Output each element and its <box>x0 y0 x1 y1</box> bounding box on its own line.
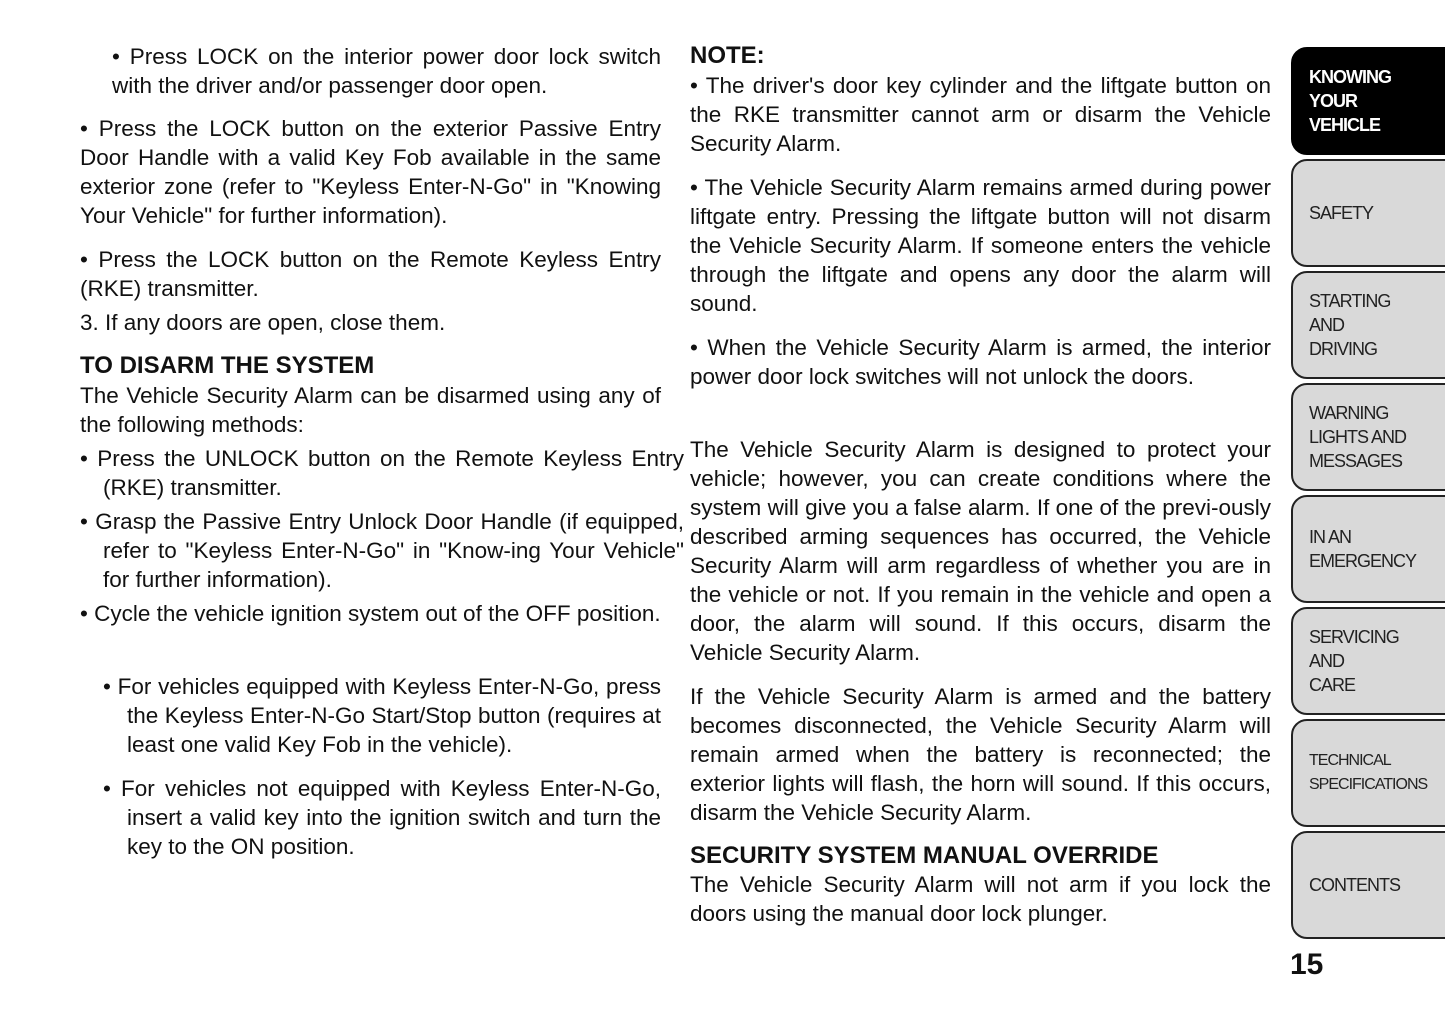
note-heading: NOTE: <box>690 42 765 69</box>
section-heading: TO DISARM THE SYSTEM <box>80 352 375 379</box>
tab-warning-lights[interactable]: WARNING LIGHTS AND MESSAGES <box>1291 383 1445 491</box>
paragraph: The Vehicle Security Alarm will not arm if you lock the doors using the manual door lock plunger. <box>690 872 1271 926</box>
paragraph: If the Vehicle Security Alarm is armed and the battery becomes disconnected, the Vehicle Security Alarm will remain armed when the battery is reconnected; the exterior lights will flash, the horn will sound. If this occurs, disarm the Vehicle Security Alarm. <box>690 684 1271 825</box>
paragraph: • The Vehicle Security Alarm remains armed during power liftgate entry. Pressing the liftgate button will not disarm the Vehicle Security Alarm. If someone enters the vehicle through the liftgate and opens any door the alarm will sound. <box>690 175 1271 316</box>
bullet-item: • Press the UNLOCK button on the Remote Keyless Entry (RKE) transmitter. <box>80 446 684 500</box>
tab-knowing-your-vehicle[interactable]: KNOWING YOUR VEHICLE <box>1291 47 1445 155</box>
paragraph: • Press LOCK on the interior power door lock switch with the driver and/or passenger door open. <box>112 44 661 98</box>
tab-servicing-and-care[interactable]: SERVICING AND CARE <box>1291 607 1445 715</box>
paragraph: The Vehicle Security Alarm is designed to protect your vehicle; however, you can create conditions where the system will give you a false alarm. If one of the previ-ously described arming sequences has occurred, the Vehicle Security Alarm will arm regardless of whether you are in the vehicle or not. If you remain in the vehicle and open a door, the alarm will sound. If this occurs, disarm the Vehicle Security Alarm. <box>690 437 1271 665</box>
paragraph: The Vehicle Security Alarm can be disarmed using any of the following methods: <box>80 383 661 437</box>
bullet-item: • Cycle the vehicle ignition system out of the OFF position. <box>80 601 661 626</box>
paragraph: • Press the LOCK button on the Remote Keyless Entry (RKE) transmitter. <box>80 247 661 301</box>
tab-in-an-emergency[interactable]: IN AN EMERGENCY <box>1291 495 1445 603</box>
tab-safety[interactable]: SAFETY <box>1291 159 1445 267</box>
tab-contents[interactable]: CONTENTS <box>1291 831 1445 939</box>
paragraph: • Press the LOCK button on the exterior Passive Entry Door Handle with a valid Key Fob available in the same exterior zone (refer to "Keyless Enter-N-Go" in "Knowing Your Vehicle" for further information). <box>80 116 661 228</box>
tab-starting-and-driving[interactable]: STARTING AND DRIVING <box>1291 271 1445 379</box>
section-heading: SECURITY SYSTEM MANUAL OVERRIDE <box>690 842 1159 869</box>
page-number: 15 <box>1290 948 1324 981</box>
sub-bullet-item: • For vehicles equipped with Keyless Enter-N-Go, press the Keyless Enter-N-Go Start/Stop button (requires at least one valid Key Fob in the vehicle). <box>103 674 661 757</box>
sub-bullet-item: • For vehicles not equipped with Keyless Enter-N-Go, insert a valid key into the ignition switch and turn the key to the ON position. <box>103 776 661 859</box>
paragraph: 3. If any doors are open, close them. <box>80 310 446 335</box>
tab-technical-specifications[interactable]: TECHNICAL SPECIFICATIONS <box>1291 719 1445 827</box>
bullet-item: • Grasp the Passive Entry Unlock Door Handle (if equipped, refer to "Keyless Enter-N-Go" in "Know-ing Your Vehicle" for further information). <box>80 509 684 592</box>
paragraph: • The driver's door key cylinder and the liftgate button on the RKE transmitter cannot arm or disarm the Vehicle Security Alarm. <box>690 73 1271 156</box>
paragraph: • When the Vehicle Security Alarm is armed, the interior power door lock switches will not unlock the doors. <box>690 335 1271 389</box>
